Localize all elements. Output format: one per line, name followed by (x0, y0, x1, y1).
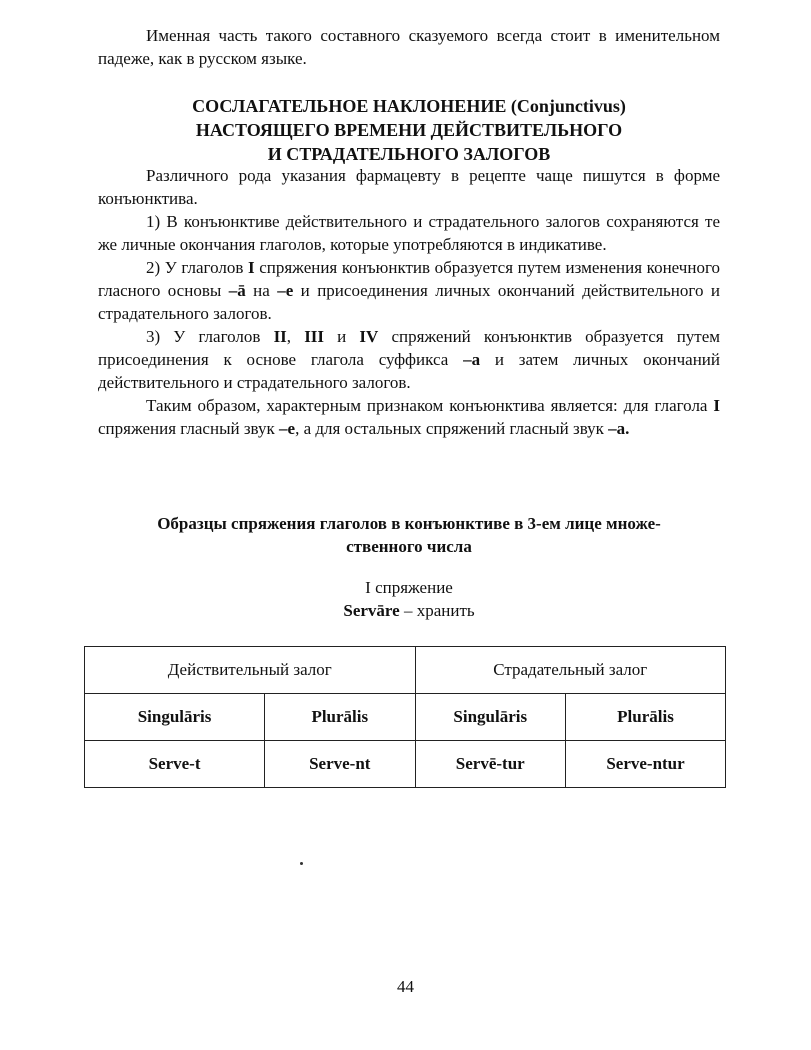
section-body (98, 164, 720, 440)
paragraph-3: 2) У глаголов I спряжения конъюнктив образуется путем изменения конечного гласного основы –ā на –e и присоединения личных окончаний действительного и страдательного залогов. (98, 258, 720, 323)
verb-line (98, 599, 720, 622)
paragraph-1: Различного рода указания фармацевту в рецепте чаще пишутся в форме конъюнктива. (98, 166, 720, 208)
table-header-cell: Plurālis (265, 694, 415, 741)
samples-heading-line2: ственного числа (346, 537, 472, 556)
intro-paragraph (98, 24, 720, 70)
conjugation-table (84, 646, 726, 788)
paragraph-2: 1) В конъюнктиве действительного и страдательного залогов сохраняются те же личные окончания глаголов, которые употребляются в индикативе. (98, 212, 720, 254)
paragraph-5: Таким образом, характерным признаком конъюнктива является: для глагола I спряжения гласный звук –e, а для остальных спряжений гласный звук –a. (98, 396, 720, 438)
table-header-cell: Singulāris (415, 694, 566, 741)
table-cell: Serve-ntur (566, 741, 726, 788)
active-voice-header: Действительный залог (85, 647, 416, 694)
verb-name: Servāre (343, 601, 400, 620)
table-cell: Serve-t (85, 741, 265, 788)
table-header-cell: Singulāris (85, 694, 265, 741)
conjugation-title (98, 576, 720, 622)
samples-heading (98, 512, 720, 558)
paragraph-4: 3) У глаголов II, III и IV спряжений конъюнктив образуется путем присоединения к основе глагола суффикса –a и затем личных окончаний действительного и страдательного залогов. (98, 327, 721, 392)
conjugation-label: I спряжение (365, 578, 453, 597)
passive-voice-header: Страдательный залог (415, 647, 726, 694)
verb-translation: – хранить (399, 601, 475, 620)
section-title-line2: НАСТОЯЩЕГО ВРЕМЕНИ ДЕЙСТВИТЕЛЬНОГО (195, 120, 623, 140)
table-cell: Serve-nt (265, 741, 415, 788)
page-number: 44 (397, 977, 414, 996)
table-cell: Servē-tur (415, 741, 566, 788)
section-title (98, 94, 720, 166)
table-row (85, 741, 726, 788)
scan-speck (300, 862, 303, 865)
section-title-line1: СОСЛАГАТЕЛЬНОЕ НАКЛОНЕНИЕ (Conjunctivus) (192, 96, 626, 116)
intro-text: Именная часть такого составного сказуемого всегда стоит в именительном падеже, как в русском языке. (98, 26, 720, 68)
samples-heading-line1: Образцы спряжения глаголов в конъюнктиве в 3-ем лице множе- (157, 514, 661, 533)
section-title-line3: И СТРАДАТЕЛЬНОГО ЗАЛОГОВ (267, 144, 551, 164)
table-row-numbers (85, 694, 726, 741)
table-header-cell: Plurālis (566, 694, 726, 741)
table-row-voices (85, 647, 726, 694)
